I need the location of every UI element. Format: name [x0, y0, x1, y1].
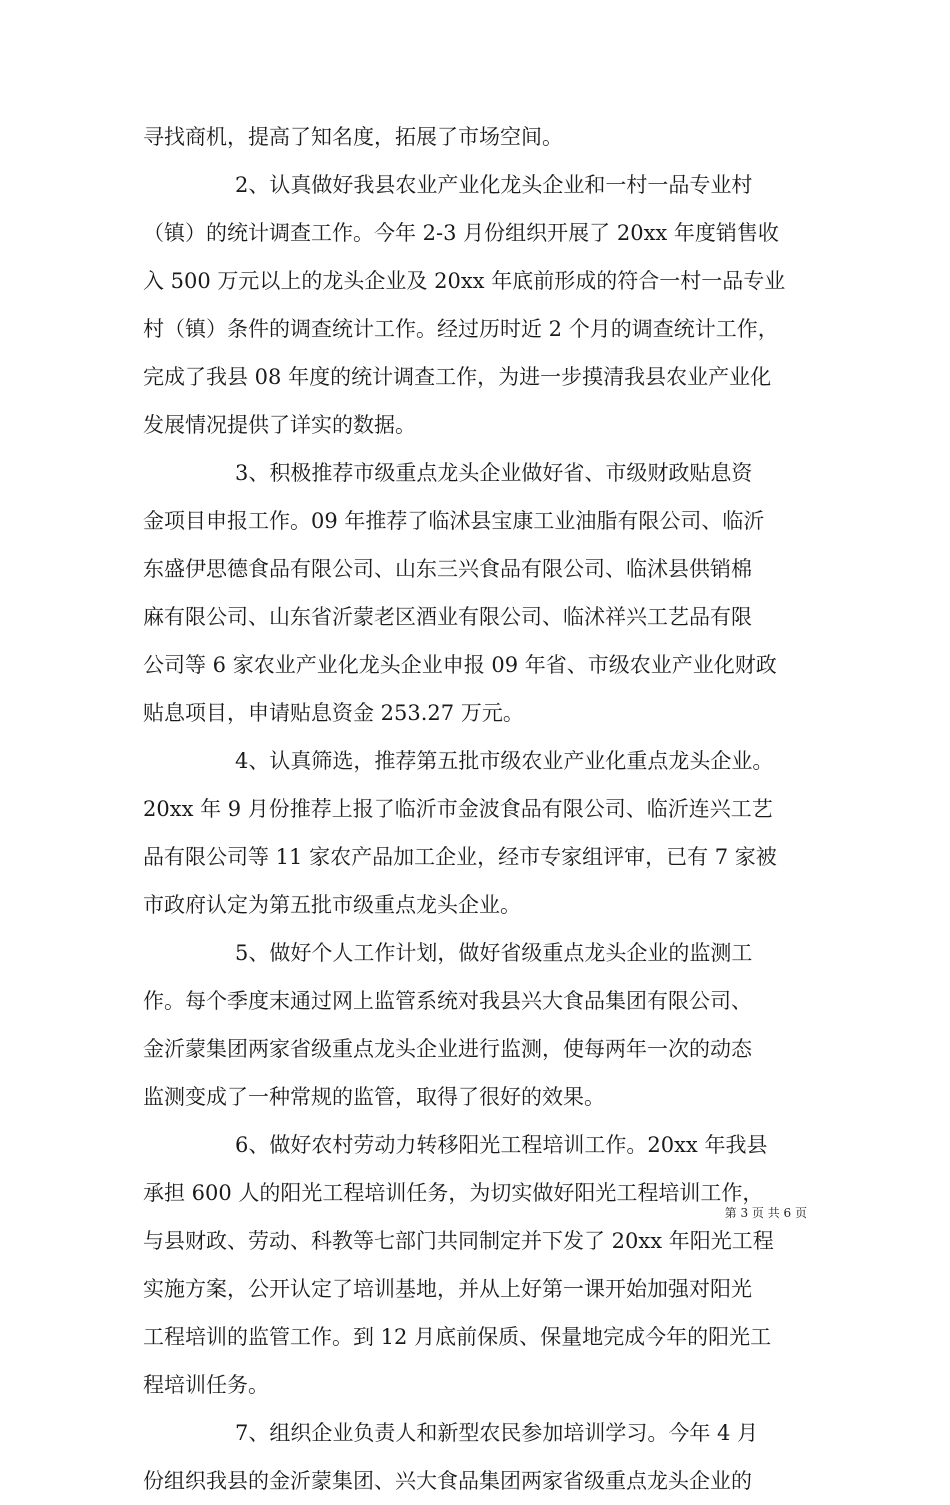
text-line: 市政府认定为第五批市级重点龙头企业。	[143, 893, 521, 917]
paragraph-4-start: 4、认真筛选，推荐第五批市级农业产业化重点龙头企业。	[235, 749, 774, 773]
paragraph-2-start: 2、认真做好我县农业产业化龙头企业和一村一品专业村	[235, 173, 753, 197]
paragraph-3-start: 3、积极推荐市级重点龙头企业做好省、市级财政贴息资	[235, 461, 753, 485]
text-line: 发展情况提供了详实的数据。	[143, 413, 416, 437]
text-line: 寻找商机，提高了知名度，拓展了市场空间。	[143, 125, 563, 149]
page-footer	[0, 1204, 950, 1221]
text-line: 份组织我县的金沂蒙集团、兴大食品集团两家省级重点龙头企业的	[143, 1469, 752, 1493]
text-line: 与县财政、劳动、科教等七部门共同制定并下发了 20xx 年阳光工程	[143, 1229, 774, 1253]
paragraph-6-start: 6、做好农村劳动力转移阳光工程培训工作。20xx 年我县	[235, 1133, 768, 1157]
text-line: 工程培训的监管工作。到 12 月底前保质、保量地完成今年的阳光工	[143, 1325, 772, 1349]
text-line: 贴息项目，申请贴息资金 253.27 万元。	[143, 701, 524, 725]
text-line: 品有限公司等 11 家农产品加工企业，经市专家组评审，已有 7 家被	[143, 845, 777, 869]
text-line: 入 500 万元以上的龙头企业及 20xx 年底前形成的符合一村一品专业	[143, 269, 786, 293]
text-line: 完成了我县 08 年度的统计调查工作，为进一步摸清我县农业产业化	[143, 365, 772, 389]
document-body	[143, 113, 823, 1505]
page-number: 第 3 页 共 6 页	[724, 1206, 807, 1220]
text-line: 承担 600 人的阳光工程培训任务，为切实做好阳光工程培训工作，	[143, 1181, 764, 1205]
paragraph-7-start: 7、组织企业负责人和新型农民参加培训学习。今年 4 月	[235, 1421, 759, 1445]
text-line: 监测变成了一种常规的监管，取得了很好的效果。	[143, 1085, 605, 1109]
text-line: 金项目申报工作。09 年推荐了临沭县宝康工业油脂有限公司、临沂	[143, 509, 765, 533]
text-line: 20xx 年 9 月份推荐上报了临沂市金波食品有限公司、临沂连兴工艺	[143, 797, 773, 821]
text-line: 村（镇）条件的调查统计工作。经过历时近 2 个月的调查统计工作，	[143, 317, 779, 341]
text-line: 实施方案，公开认定了培训基地，并从上好第一课开始加强对阳光	[143, 1277, 752, 1301]
text-line: 程培训任务。	[143, 1373, 269, 1397]
text-line: （镇）的统计调查工作。今年 2-3 月份组织开展了 20xx 年度销售收	[143, 221, 779, 245]
text-line: 麻有限公司、山东省沂蒙老区酒业有限公司、临沭祥兴工艺品有限	[143, 605, 752, 629]
text-line: 东盛伊思德食品有限公司、山东三兴食品有限公司、临沭县供销棉	[143, 557, 752, 581]
text-line: 公司等 6 家农业产业化龙头企业申报 09 年省、市级农业产业化财政	[143, 653, 777, 677]
text-line: 金沂蒙集团两家省级重点龙头企业进行监测，使每两年一次的动态	[143, 1037, 752, 1061]
paragraph-5-start: 5、做好个人工作计划，做好省级重点龙头企业的监测工	[235, 941, 753, 965]
text-line: 作。每个季度末通过网上监管系统对我县兴大食品集团有限公司、	[143, 989, 752, 1013]
